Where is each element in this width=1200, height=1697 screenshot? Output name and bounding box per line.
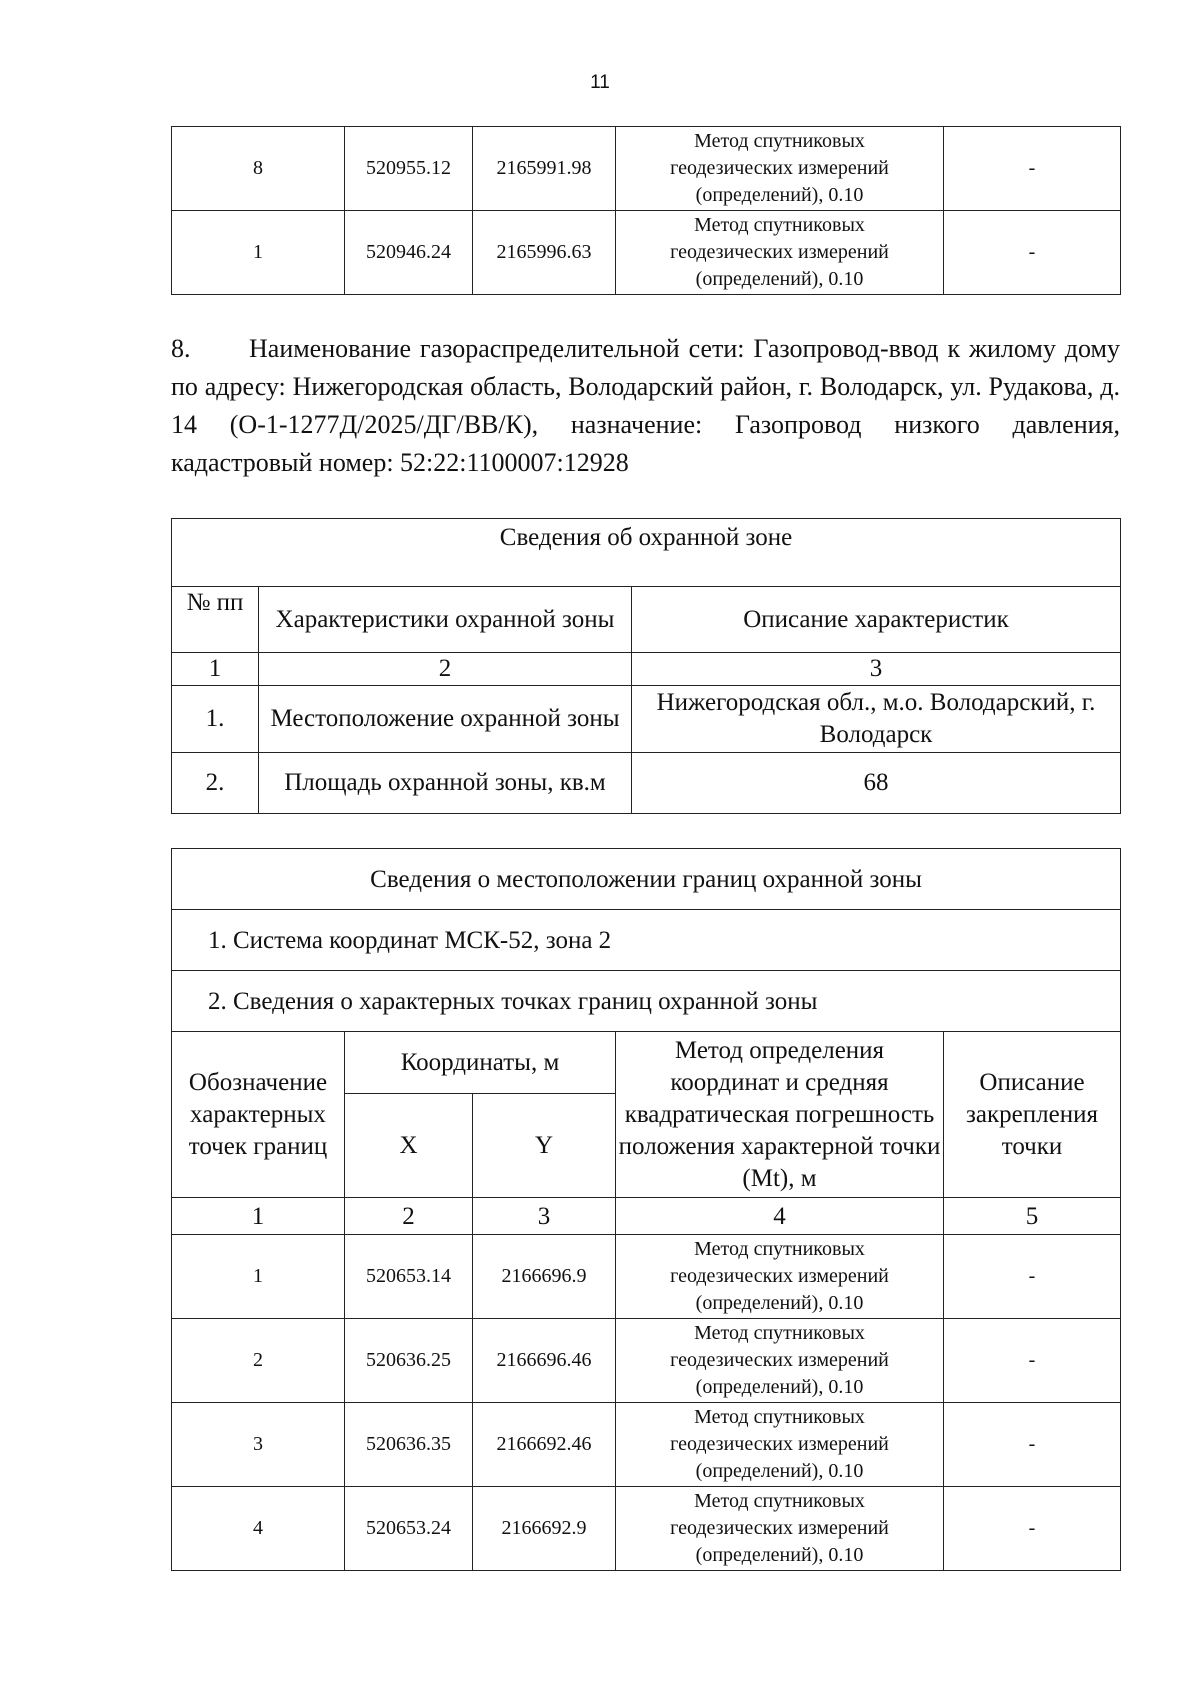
characteristic-value: Нижегородская обл., м.о. Володарский, г. Володарск <box>632 686 1121 753</box>
header-method: Метод определения координат и средняя квадратическая погрешность положения характерной точки (Mt), м <box>616 1032 944 1198</box>
network-description-paragraph <box>171 330 1120 482</box>
method-line: (определений), 0.10 <box>695 1376 864 1398</box>
method-cell <box>616 1403 944 1487</box>
table-row <box>172 127 1121 211</box>
points-table-title: Сведения о местоположении границ охранной зоны <box>172 849 1121 910</box>
coord-x: 520653.24 <box>345 1487 473 1571</box>
coord-x: 520955.12 <box>345 127 473 211</box>
index-cell: 2 <box>345 1198 473 1235</box>
point-number: 8 <box>172 127 345 211</box>
coord-y: 2165996.63 <box>473 211 616 295</box>
header-y: Y <box>473 1094 616 1198</box>
zone-table-title: Сведения об охранной зоне <box>172 519 1121 587</box>
fixing-desc: - <box>944 1235 1121 1319</box>
table-header-row <box>172 587 1121 653</box>
method-line: (определений), 0.10 <box>695 184 864 206</box>
table-row <box>172 686 1121 753</box>
index-cell: 2 <box>259 653 632 686</box>
table-row <box>172 753 1121 814</box>
method-line: (определений), 0.10 <box>695 268 864 290</box>
coord-x: 520653.14 <box>345 1235 473 1319</box>
table-row <box>172 1319 1121 1403</box>
characteristic-name: Местоположение охранной зоны <box>259 686 632 753</box>
row-number: 2. <box>172 753 259 814</box>
point-number: 2 <box>172 1319 345 1403</box>
method-line: (определений), 0.10 <box>695 1292 864 1314</box>
method-cell <box>616 1319 944 1403</box>
row-number: 1. <box>172 686 259 753</box>
table-title-row <box>172 849 1121 910</box>
coord-y: 2166692.46 <box>473 1403 616 1487</box>
method-line: геодезических измерений <box>670 1349 889 1371</box>
table-row <box>172 1487 1121 1571</box>
header-x: X <box>345 1094 473 1198</box>
table-index-row <box>172 1198 1121 1235</box>
coord-y: 2166696.9 <box>473 1235 616 1319</box>
coord-y: 2166696.46 <box>473 1319 616 1403</box>
table-row <box>172 1235 1121 1319</box>
points-heading-row <box>172 971 1121 1032</box>
coord-x: 520636.35 <box>345 1403 473 1487</box>
characteristic-value: 68 <box>632 753 1121 814</box>
points-heading: 2. Сведения о характерных точках границ охранной зоны <box>172 971 1121 1032</box>
index-cell: 3 <box>473 1198 616 1235</box>
characteristic-name: Площадь охранной зоны, кв.м <box>259 753 632 814</box>
method-line: геодезических измерений <box>670 1265 889 1287</box>
fixing-desc: - <box>944 1403 1121 1487</box>
method-line: Метод спутниковых <box>694 214 865 236</box>
header-coords: Координаты, м <box>345 1032 616 1094</box>
method-cell <box>616 1235 944 1319</box>
method-cell <box>616 127 944 211</box>
fixing-desc: - <box>944 1319 1121 1403</box>
fixing-desc: - <box>944 1487 1121 1571</box>
header-characteristics: Характеристики охранной зоны <box>259 587 632 653</box>
index-cell: 1 <box>172 653 259 686</box>
index-cell: 3 <box>632 653 1121 686</box>
method-cell <box>616 211 944 295</box>
coord-y: 2166692.9 <box>473 1487 616 1571</box>
paragraph-number: 8. <box>171 334 191 363</box>
method-line: Метод спутниковых <box>694 1406 865 1428</box>
table-row <box>172 211 1121 295</box>
coord-y: 2165991.98 <box>473 127 616 211</box>
point-number: 4 <box>172 1487 345 1571</box>
coordinate-system: 1. Система координат МСК-52, зона 2 <box>172 910 1121 971</box>
method-cell <box>616 1487 944 1571</box>
coord-x: 520946.24 <box>345 211 473 295</box>
method-line: геодезических измерений <box>670 1517 889 1539</box>
fixing-desc: - <box>944 127 1121 211</box>
fixing-desc: - <box>944 211 1121 295</box>
method-line: геодезических измерений <box>670 157 889 179</box>
point-number: 1 <box>172 1235 345 1319</box>
table-header-row <box>172 1032 1121 1094</box>
index-cell: 1 <box>172 1198 345 1235</box>
paragraph-text: Наименование газораспределительной сети: Газопровод-ввод к жилому дому по адресу: Нижегородская область, Володарский район, г. Володарск, ул. Рудакова, д. 14 (О-1-1277Д/2025/ДГ/ВВ/К), назначение: Газопровод низкого давления, кадастровый номер: 52:22:1100007:12928 <box>171 334 1120 477</box>
table-row <box>172 1403 1121 1487</box>
method-line: геодезических измерений <box>670 241 889 263</box>
page-number: 11 <box>590 72 610 93</box>
header-description: Описание характеристик <box>632 587 1121 653</box>
method-line: геодезических измерений <box>670 1433 889 1455</box>
header-designation: Обозначение характерных точек границ <box>172 1032 345 1198</box>
table-title-row <box>172 519 1121 587</box>
coord-x: 520636.25 <box>345 1319 473 1403</box>
method-line: (определений), 0.10 <box>695 1544 864 1566</box>
table-index-row <box>172 653 1121 686</box>
method-line: Метод спутниковых <box>694 1238 865 1260</box>
method-line: (определений), 0.10 <box>695 1460 864 1482</box>
method-line: Метод спутниковых <box>694 1490 865 1512</box>
point-number: 1 <box>172 211 345 295</box>
method-line: Метод спутниковых <box>694 130 865 152</box>
coordinates-table-continued <box>171 126 1121 295</box>
coordinate-system-row <box>172 910 1121 971</box>
method-line: Метод спутниковых <box>694 1322 865 1344</box>
point-number: 3 <box>172 1403 345 1487</box>
index-cell: 5 <box>944 1198 1121 1235</box>
header-fixing: Описание закрепления точки <box>944 1032 1121 1198</box>
header-number: № пп <box>172 587 259 653</box>
protection-zone-table <box>171 518 1121 814</box>
boundary-points-table <box>171 848 1121 1571</box>
index-cell: 4 <box>616 1198 944 1235</box>
